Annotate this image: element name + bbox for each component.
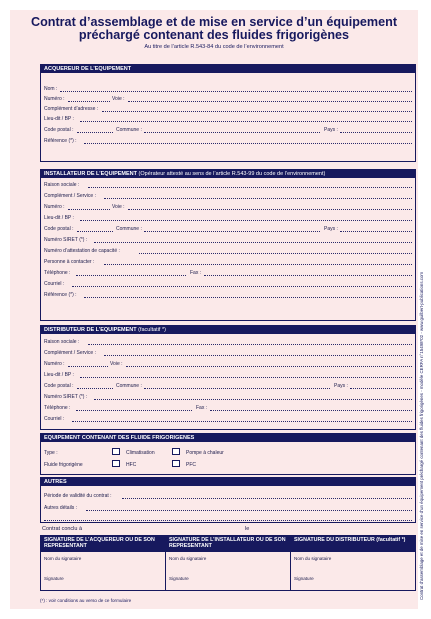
signature-distributeur-signature: Signature <box>294 576 314 581</box>
inst-attestation-label: Numéro d’attestation de capacité : <box>44 248 120 254</box>
dist-raison-row <box>44 338 412 346</box>
signature-acquereur-nom: Nom du signataire <box>44 556 82 561</box>
signature-distributeur-nom: Nom du signataire <box>294 556 332 561</box>
footnote: (*) : voir conditions au verso de ce formulaire <box>40 598 132 603</box>
dist-telephone-label: Téléphone : <box>44 405 71 411</box>
inst-raison-row <box>44 181 412 189</box>
dist-code-postal-row <box>44 382 412 390</box>
equip-type-row <box>44 449 412 457</box>
signature-installateur-heading: SIGNATURE DE L’INSTALLATEUR OU DE SON REPRESENTANT <box>166 536 290 552</box>
hfc-label: HFC <box>126 462 137 468</box>
dist-raison-field[interactable] <box>88 344 412 345</box>
section-autres-heading: AUTRES <box>41 478 415 486</box>
inst-numero-row <box>44 203 412 211</box>
inst-code-postal-label: Code postal : <box>44 226 74 232</box>
dist-fax-label: Fax : <box>196 405 208 411</box>
inst-fax-field[interactable] <box>204 275 412 276</box>
lieu-dit-label: Lieu-dit / BP : <box>44 116 74 122</box>
equip-fluide-row <box>44 461 412 469</box>
numero-voie-row <box>44 95 412 103</box>
contrat-conclu-label: Contrat conclu à <box>42 526 83 532</box>
section-equipement-heading: EQUIPEMENT CONTENANT DES FLUIDE FRIGORIGENES <box>41 434 415 442</box>
numero-field[interactable] <box>68 101 110 102</box>
section-autres <box>40 477 416 523</box>
dist-complement-row <box>44 349 412 357</box>
signature-acquereur-heading: SIGNATURE DE L’ACQUEREUR OU DE SON REPRESENTANT <box>41 536 165 552</box>
inst-pays-label: Pays : <box>324 226 338 232</box>
installateur-heading-text: INSTALLATEUR DE L’EQUIPEMENT <box>44 171 137 177</box>
code-postal-field[interactable] <box>77 132 113 133</box>
dist-telephone-field[interactable] <box>76 410 192 411</box>
pays-field[interactable] <box>340 132 412 133</box>
pompe-chaleur-checkbox[interactable] <box>172 448 180 455</box>
inst-lieu-dit-field[interactable] <box>80 220 412 221</box>
dist-telephone-row <box>44 404 412 412</box>
inst-numero-field[interactable] <box>68 209 110 210</box>
inst-fax-label: Fax : <box>190 270 202 276</box>
inst-attestation-row <box>44 247 412 255</box>
section-installateur-heading <box>41 170 415 178</box>
dist-pays-field[interactable] <box>350 388 412 389</box>
dist-courriel-field[interactable] <box>72 421 412 422</box>
dist-lieu-dit-label: Lieu-dit / BP : <box>44 372 74 378</box>
periode-field[interactable] <box>122 498 412 499</box>
dist-lieu-dit-field[interactable] <box>80 377 412 378</box>
fluide-label: Fluide frigorigène <box>44 462 83 468</box>
signature-acquereur-col[interactable] <box>41 536 166 590</box>
signature-distributeur-heading: SIGNATURE DU DISTRIBUTEUR (facultatif *) <box>291 536 415 552</box>
dist-courriel-label: Courriel : <box>44 416 65 422</box>
dist-commune-field[interactable] <box>144 388 330 389</box>
inst-lieu-dit-label: Lieu-dit / BP : <box>44 215 74 221</box>
pompe-chaleur-label: Pompe à chaleur <box>186 450 224 456</box>
reference-field[interactable] <box>84 143 412 144</box>
form-subtitle: Au titre de l’article R.543-84 du code de l’environnement <box>144 44 284 50</box>
complement-field[interactable] <box>102 111 412 112</box>
dist-siret-field[interactable] <box>94 399 412 400</box>
inst-reference-field[interactable] <box>84 297 412 298</box>
periode-row <box>44 492 412 500</box>
inst-reference-row <box>44 291 412 299</box>
inst-telephone-field[interactable] <box>76 275 186 276</box>
inst-siret-label: Numéro SIRET (*) : <box>44 237 88 243</box>
form-title-line1: Contrat d’assemblage et de mise en service d’un équipement <box>30 15 398 29</box>
inst-contact-label: Personne à contacter : <box>44 259 95 265</box>
dist-voie-label: Voie : <box>110 361 123 367</box>
inst-raison-label: Raison sociale : <box>44 182 80 188</box>
form-title-line2: préchargé contenant des fluides frigorigènes <box>78 28 350 42</box>
signature-table <box>40 535 416 591</box>
dist-complement-label: Complément / Service : <box>44 350 96 356</box>
inst-complement-label: Complément / Service : <box>44 193 96 199</box>
section-acquereur-heading: ACQUEREUR DE L’EQUIPEMENT <box>41 65 415 73</box>
inst-contact-field[interactable] <box>104 264 412 265</box>
climatisation-label: Climatisation <box>126 450 155 456</box>
inst-code-postal-field[interactable] <box>77 231 113 232</box>
section-distributeur <box>40 325 416 430</box>
inst-telephone-row <box>44 269 412 277</box>
inst-commune-field[interactable] <box>144 231 320 232</box>
dist-pays-label: Pays : <box>334 383 348 389</box>
signature-installateur-col[interactable] <box>166 536 291 590</box>
inst-lieu-dit-row <box>44 214 412 222</box>
dist-numero-row <box>44 360 412 368</box>
signature-acquereur-signature: Signature <box>44 576 64 581</box>
pfc-label: PFC <box>186 462 196 468</box>
hfc-checkbox[interactable] <box>112 460 120 467</box>
inst-numero-label: Numéro : <box>44 204 65 210</box>
numero-label: Numéro : <box>44 96 65 102</box>
inst-reference-label: Référence (*) : <box>44 292 77 298</box>
section-equipement <box>40 433 416 475</box>
side-text: Contrat d’assemblage et de mise en service d’un équipement préchargé contenant des fluides frigorigènes - modèle CERFA n°15498*02 - www.guilbert-publications.com <box>419 271 424 600</box>
details-field-2[interactable] <box>44 520 412 521</box>
inst-telephone-label: Téléphone : <box>44 270 71 276</box>
dist-voie-field[interactable] <box>126 366 412 367</box>
nom-field[interactable] <box>60 91 412 92</box>
code-postal-label: Code postal : <box>44 127 74 133</box>
dist-siret-label: Numéro SIRET (*) : <box>44 394 88 400</box>
lieu-dit-field[interactable] <box>80 121 412 122</box>
dist-numero-field[interactable] <box>68 366 108 367</box>
inst-voie-label: Voie : <box>112 204 125 210</box>
inst-commune-label: Commune : <box>116 226 142 232</box>
form-page <box>10 10 418 609</box>
inst-contact-row <box>44 258 412 266</box>
details-label: Autres détails : <box>44 505 78 511</box>
details-field[interactable] <box>86 510 412 511</box>
dist-courriel-row <box>44 415 412 423</box>
contrat-le-label: le <box>245 526 250 532</box>
distributeur-heading-note: (facultatif *) <box>138 327 166 333</box>
inst-courriel-field[interactable] <box>72 286 412 287</box>
dist-code-postal-field[interactable] <box>77 388 113 389</box>
reference-label: Référence (*) : <box>44 138 77 144</box>
inst-attestation-field[interactable] <box>139 253 412 254</box>
inst-code-postal-row <box>44 225 412 233</box>
details-row-2 <box>44 514 412 522</box>
equip-type-label: Type : <box>44 450 58 456</box>
pays-label: Pays : <box>324 127 338 133</box>
commune-field[interactable] <box>144 132 320 133</box>
lieu-dit-row <box>44 115 412 123</box>
reference-row <box>44 137 412 145</box>
voie-label: Voie : <box>112 96 125 102</box>
dist-code-postal-label: Code postal : <box>44 383 74 389</box>
dist-complement-field[interactable] <box>104 355 412 356</box>
inst-complement-field[interactable] <box>104 198 412 199</box>
dist-numero-label: Numéro : <box>44 361 65 367</box>
inst-siret-field[interactable] <box>94 242 412 243</box>
section-distributeur-heading <box>41 326 415 334</box>
inst-raison-field[interactable] <box>88 187 412 188</box>
dist-raison-label: Raison sociale : <box>44 339 80 345</box>
code-postal-row <box>44 126 412 134</box>
inst-complement-row <box>44 192 412 200</box>
inst-voie-field[interactable] <box>128 209 412 210</box>
complement-row <box>44 105 412 113</box>
installateur-heading-note: (Opérateur attesté au sens de l’article R.543-99 du code de l’environnement) <box>138 171 326 177</box>
distributeur-heading-text: DISTRIBUTEUR DE L’EQUIPEMENT <box>44 327 137 333</box>
pfc-checkbox[interactable] <box>172 460 180 467</box>
voie-field[interactable] <box>128 101 412 102</box>
signature-installateur-signature: Signature <box>169 576 189 581</box>
climatisation-checkbox[interactable] <box>112 448 120 455</box>
dist-fax-field[interactable] <box>210 410 412 411</box>
dist-commune-label: Commune : <box>116 383 142 389</box>
nom-label: Nom : <box>44 86 58 92</box>
section-acquereur <box>40 64 416 162</box>
dist-siret-row <box>44 393 412 401</box>
inst-courriel-row <box>44 280 412 288</box>
signature-installateur-nom: Nom du signataire <box>169 556 207 561</box>
inst-siret-row <box>44 236 412 244</box>
inst-pays-field[interactable] <box>340 231 412 232</box>
dist-lieu-dit-row <box>44 371 412 379</box>
complement-label: Complément d’adresse : <box>44 106 99 112</box>
periode-label: Période de validité du contrat : <box>44 493 112 499</box>
details-row <box>44 504 412 512</box>
inst-courriel-label: Courriel : <box>44 281 65 287</box>
signature-distributeur-col[interactable] <box>291 536 415 590</box>
section-installateur <box>40 169 416 321</box>
nom-row <box>44 85 412 93</box>
commune-label: Commune : <box>116 127 142 133</box>
